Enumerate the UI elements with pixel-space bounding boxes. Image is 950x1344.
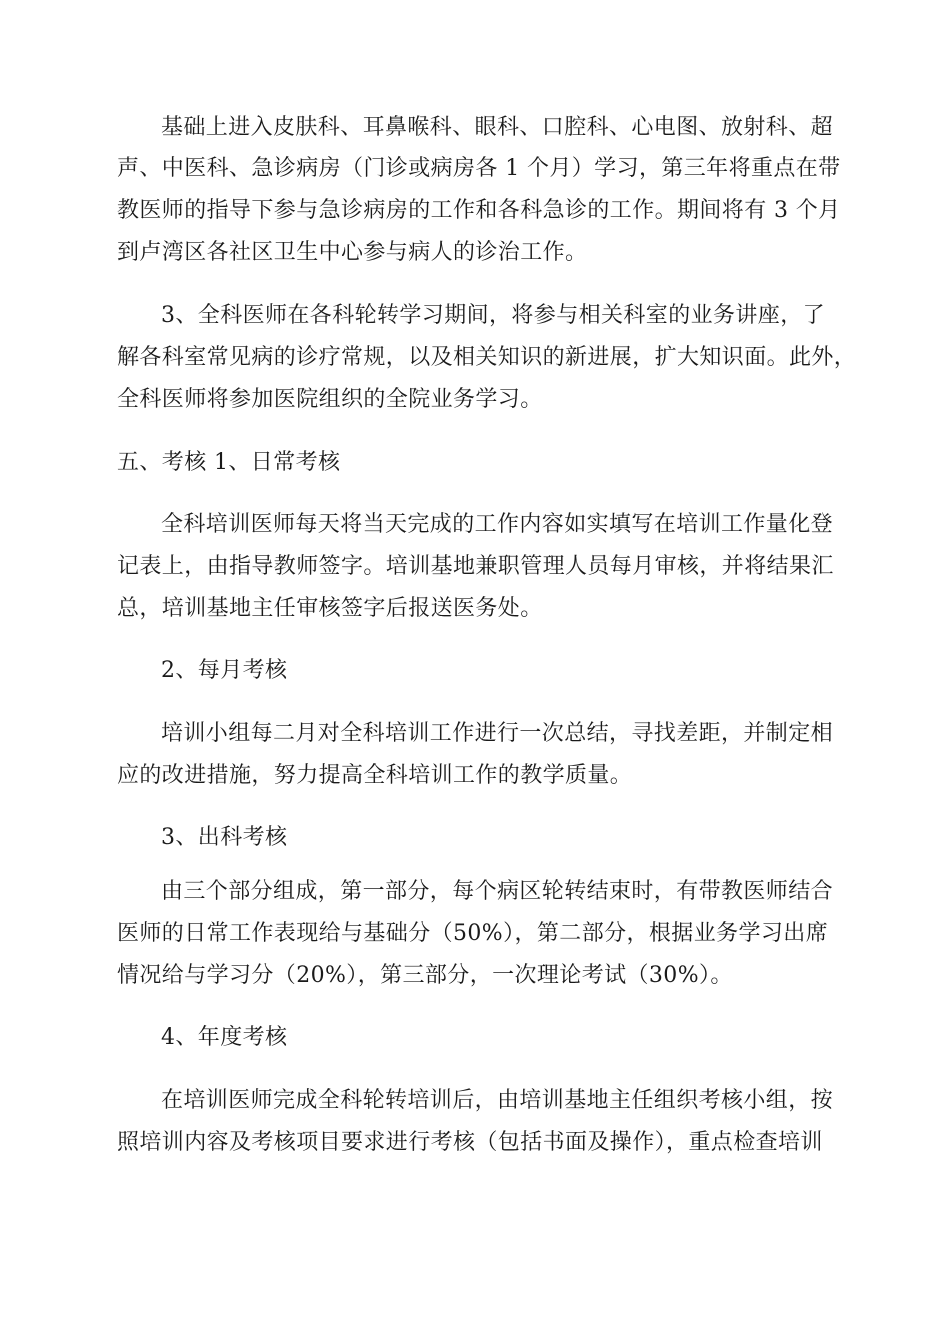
paragraph-5-line-1: 由三个部分组成，第一部分，每个病区轮转结束时，有带教医师结合 [161, 879, 834, 904]
paragraph-6-line-2: 照培训内容及考核项目要求进行考核（包括书面及操作），重点检查培训 [117, 1130, 823, 1155]
paragraph-1-line-1: 基础上进入皮肤科、耳鼻喉科、眼科、口腔科、心电图、放射科、超 [161, 115, 834, 140]
paragraph-3-line-2: 记表上，由指导教师签字。培训基地兼职管理人员每月审核，并将结果汇 [117, 554, 834, 579]
heading-monthly-assessment: 2、每月考核 [161, 658, 288, 683]
paragraph-1-line-4: 到卢湾区各社区卫生中心参与病人的诊治工作。 [117, 240, 588, 265]
heading-department-assessment: 3、出科考核 [161, 825, 288, 850]
paragraph-3-line-3: 总，培训基地主任审核签字后报送医务处。 [117, 596, 543, 621]
paragraph-1-line-3: 教医师的指导下参与急诊病房的工作和各科急诊的工作。期间将有 3 个月 [117, 198, 841, 223]
paragraph-2-line-2: 解各科室常见病的诊疗常规，以及相关知识的新进展，扩大知识面。此外， [117, 345, 857, 370]
paragraph-5-line-3: 情况给与学习分（20%），第三部分，一次理论考试（30%）。 [117, 963, 733, 988]
heading-annual-assessment: 4、年度考核 [161, 1025, 288, 1050]
paragraph-2-line-3: 全科医师将参加医院组织的全院业务学习。 [117, 387, 543, 412]
paragraph-1-line-2: 声、中医科、急诊病房（门诊或病房各 1 个月）学习，第三年将重点在带 [117, 156, 841, 181]
paragraph-5-line-2: 医师的日常工作表现给与基础分（50%），第二部分，根据业务学习出席 [117, 921, 829, 946]
paragraph-6-line-1: 在培训医师完成全科轮转培训后，由培训基地主任组织考核小组，按 [161, 1088, 834, 1113]
paragraph-3-line-1: 全科培训医师每天将当天完成的工作内容如实填写在培训工作量化登 [161, 512, 834, 537]
paragraph-4-line-1: 培训小组每二月对全科培训工作进行一次总结，寻找差距，并制定相 [161, 721, 834, 746]
paragraph-2-line-1: 3、全科医师在各科轮转学习期间，将参与相关科室的业务讲座，了 [161, 303, 825, 328]
paragraph-4-line-2: 应的改进措施，努力提高全科培训工作的教学质量。 [117, 763, 633, 788]
section-5-heading: 五、考核 1、日常考核 [117, 450, 341, 475]
